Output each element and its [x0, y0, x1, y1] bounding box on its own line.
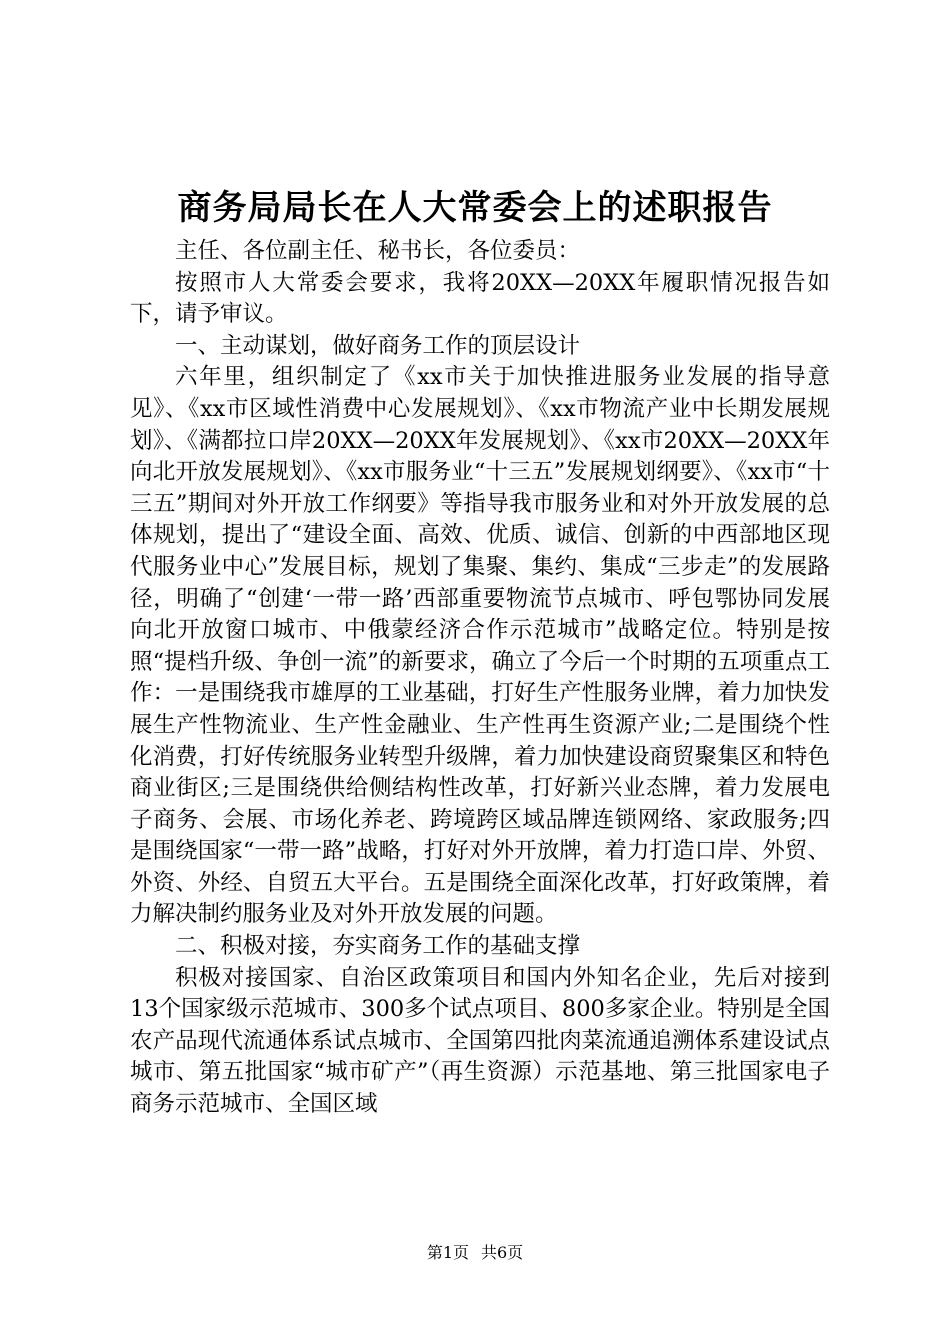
section-heading-2: 二、积极对接，夯实商务工作的基础支撑 — [175, 933, 581, 960]
document-title: 商务局局长在人大常委会上的述职报告 — [177, 188, 773, 228]
section-1-paragraph: 六年里，组织制定了《xx市关于加快推进服务业发展的指导意见》、《xx市区域性消费中心发展规划》、《xx市物流产业中长期发展规划》、《满都拉口岸20XX—20XX年发展规划》、《xx市20XX—20XX年向北开放发展规划》、《xx市服务业“十三五”发展规划纲要》、《xx市“十三五”期间对外开放工作纲要》等指导我市服务业和对外开放发展的总体规划，提出了“建设全面、高效、优质、诚信、创新的中西部地区现代服务业中心”发展目标，规划了集聚、集约、集成“三步走”的发展路径，明确了“创建‘一带一路’西部重要物流节点城市、呼包鄂协同发展向北开放窗口城市、中俄蒙经济合作示范城市”战略定位。特别是按照“提档升级、争创一流”的新要求，确立了今后一个时期的五项重点工作：一是围绕我市雄厚的工业基础，打好生产性服务业牌，着力加快发展生产性物流业、生产性金融业、生产性再生资源产业;二是围绕个性化消费，打好传统服务业转型升级牌，着力加快建设商贸聚集区和特色商业街区;三是围绕供给侧结构性改革，打好新兴业态牌，着力发展电子商务、会展、市场化养老、跨境跨区域品牌连锁网络、家政服务;四是围绕国家“一带一路”战略，打好对外开放牌，着力打造口岸、外贸、外资、外经、自贸五大平台。五是围绕全面深化改革，打好政策牌，着力解决制约服务业及对外开放发展的问题。 — [130, 364, 830, 928]
salutation-paragraph: 主任、各位副主任、秘书长，各位委员： — [175, 238, 581, 264]
page-footer — [0, 1242, 950, 1264]
page-total: 共6页 — [481, 1243, 524, 1262]
intro-paragraph: 按照市人大常委会要求，我将20XX—20XX年履职情况报告如下，请予审议。 — [130, 269, 830, 328]
page-number: 第1页 — [426, 1243, 469, 1262]
document-body — [130, 236, 830, 1121]
section-heading-1: 一、主动谋划，做好商务工作的顶层设计 — [175, 332, 581, 359]
section-2-paragraph: 积极对接国家、自治区政策项目和国内外知名企业，先后对接到13个国家级示范城市、300多个试点项目、800多家企业。特别是全国农产品现代流通体系试点城市、全国第四批肉菜流通追溯体系建设试点城市、第五批国家“城市矿产”（再生资源）示范基地、第三批国家电子商务示范城市、全国区域 — [130, 964, 830, 1118]
